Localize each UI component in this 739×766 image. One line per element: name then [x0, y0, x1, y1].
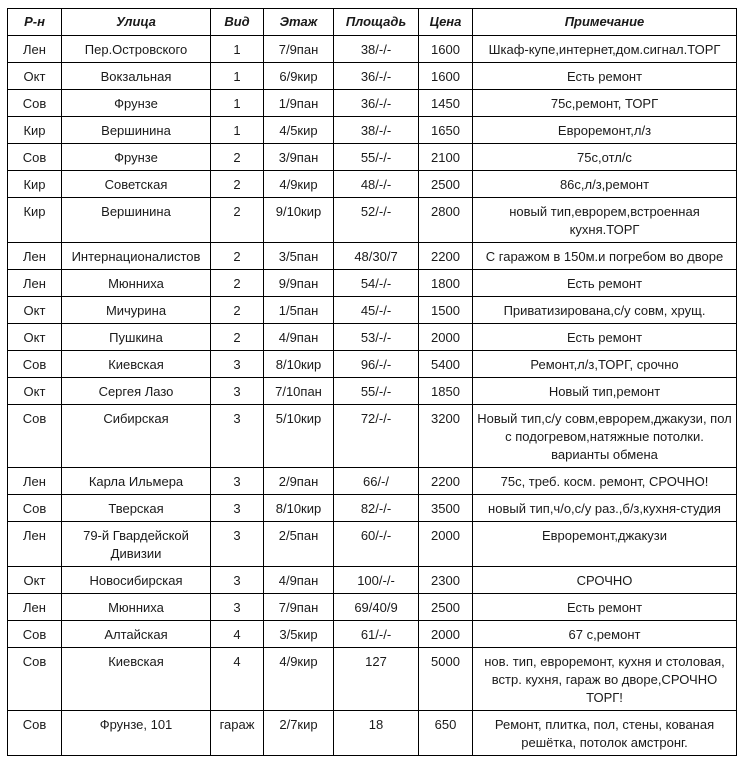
cell-street: Новосибирская: [62, 567, 211, 594]
cell-district: Лен: [8, 594, 62, 621]
cell-floor: 4/9кир: [264, 648, 334, 711]
cell-floor: 7/9пан: [264, 594, 334, 621]
table-row: [8, 324, 737, 351]
cell-price: 3200: [419, 405, 473, 468]
cell-type: 3: [211, 405, 264, 468]
cell-street: Вершинина: [62, 117, 211, 144]
cell-district: Кир: [8, 171, 62, 198]
cell-street: Карла Ильмера: [62, 468, 211, 495]
cell-type: 2: [211, 243, 264, 270]
cell-district: Сов: [8, 90, 62, 117]
cell-type: 2: [211, 198, 264, 243]
cell-district: Окт: [8, 567, 62, 594]
cell-area: 61/-/-: [334, 621, 419, 648]
cell-type: 4: [211, 621, 264, 648]
cell-area: 96/-/-: [334, 351, 419, 378]
cell-district: Лен: [8, 243, 62, 270]
cell-district: Лен: [8, 36, 62, 63]
cell-note: Ремонт,л/з,ТОРГ, срочно: [473, 351, 737, 378]
cell-district: Сов: [8, 351, 62, 378]
cell-note: СРОЧНО: [473, 567, 737, 594]
cell-floor: 7/9пан: [264, 36, 334, 63]
cell-district: Лен: [8, 468, 62, 495]
cell-type: 3: [211, 468, 264, 495]
table-row: [8, 495, 737, 522]
cell-price: 1600: [419, 63, 473, 90]
cell-floor: 3/5пан: [264, 243, 334, 270]
table-row: [8, 648, 737, 711]
cell-street: Советская: [62, 171, 211, 198]
header-type: Вид: [211, 9, 264, 36]
cell-note: Есть ремонт: [473, 270, 737, 297]
cell-district: Кир: [8, 117, 62, 144]
cell-floor: 2/9пан: [264, 468, 334, 495]
header-area: Площадь: [334, 9, 419, 36]
cell-area: 38/-/-: [334, 117, 419, 144]
cell-street: Фрунзе, 101: [62, 711, 211, 756]
table-row: [8, 171, 737, 198]
cell-price: 650: [419, 711, 473, 756]
cell-district: Лен: [8, 270, 62, 297]
cell-district: Кир: [8, 198, 62, 243]
cell-street: 79-й Гвардейской Дивизии: [62, 522, 211, 567]
cell-floor: 8/10кир: [264, 351, 334, 378]
cell-district: Сов: [8, 495, 62, 522]
cell-floor: 6/9кир: [264, 63, 334, 90]
cell-district: Лен: [8, 522, 62, 567]
cell-note: Новый тип,с/у совм,еврорем,джакузи, пол с подогревом,натяжные потолки. варианты обмена: [473, 405, 737, 468]
cell-note: новый тип,ч/о,с/у раз.,б/з,кухня-студия: [473, 495, 737, 522]
table-body: [8, 36, 737, 756]
cell-price: 1450: [419, 90, 473, 117]
cell-note: 75с,ремонт, ТОРГ: [473, 90, 737, 117]
cell-district: Окт: [8, 324, 62, 351]
cell-area: 82/-/-: [334, 495, 419, 522]
cell-note: Есть ремонт: [473, 594, 737, 621]
cell-price: 2000: [419, 324, 473, 351]
cell-note: 67 с,ремонт: [473, 621, 737, 648]
cell-area: 53/-/-: [334, 324, 419, 351]
cell-floor: 4/5кир: [264, 117, 334, 144]
table-row: [8, 621, 737, 648]
cell-street: Вокзальная: [62, 63, 211, 90]
cell-type: 1: [211, 117, 264, 144]
cell-street: Мичурина: [62, 297, 211, 324]
cell-street: Мюнниха: [62, 594, 211, 621]
cell-street: Пушкина: [62, 324, 211, 351]
cell-area: 36/-/-: [334, 63, 419, 90]
table-row: [8, 468, 737, 495]
cell-note: Новый тип,ремонт: [473, 378, 737, 405]
cell-type: 3: [211, 378, 264, 405]
cell-street: Алтайская: [62, 621, 211, 648]
cell-type: 2: [211, 297, 264, 324]
cell-area: 52/-/-: [334, 198, 419, 243]
cell-price: 3500: [419, 495, 473, 522]
table-row: [8, 198, 737, 243]
cell-type: 3: [211, 567, 264, 594]
cell-area: 66/-/: [334, 468, 419, 495]
cell-street: Вершинина: [62, 198, 211, 243]
cell-area: 36/-/-: [334, 90, 419, 117]
table-row: [8, 144, 737, 171]
header-district: Р-н: [8, 9, 62, 36]
cell-area: 54/-/-: [334, 270, 419, 297]
cell-floor: 5/10кир: [264, 405, 334, 468]
cell-street: Сибирская: [62, 405, 211, 468]
cell-area: 38/-/-: [334, 36, 419, 63]
cell-type: 3: [211, 594, 264, 621]
cell-district: Окт: [8, 297, 62, 324]
cell-floor: 4/9пан: [264, 567, 334, 594]
cell-street: Фрунзе: [62, 90, 211, 117]
cell-area: 55/-/-: [334, 144, 419, 171]
cell-type: 3: [211, 522, 264, 567]
cell-floor: 4/9кир: [264, 171, 334, 198]
cell-price: 2200: [419, 468, 473, 495]
table-row: [8, 405, 737, 468]
table-row: [8, 567, 737, 594]
cell-area: 48/-/-: [334, 171, 419, 198]
cell-street: Пер.Островского: [62, 36, 211, 63]
cell-floor: 9/10кир: [264, 198, 334, 243]
cell-note: Есть ремонт: [473, 324, 737, 351]
cell-price: 5000: [419, 648, 473, 711]
cell-type: 2: [211, 144, 264, 171]
cell-note: Евроремонт,л/з: [473, 117, 737, 144]
table-row: [8, 522, 737, 567]
listings-table: [7, 8, 737, 756]
cell-type: 3: [211, 495, 264, 522]
cell-price: 1600: [419, 36, 473, 63]
cell-street: Мюнниха: [62, 270, 211, 297]
cell-price: 5400: [419, 351, 473, 378]
cell-floor: 9/9пан: [264, 270, 334, 297]
cell-type: гараж: [211, 711, 264, 756]
cell-district: Сов: [8, 405, 62, 468]
cell-note: новый тип,еврорем,встроенная кухня.ТОРГ: [473, 198, 737, 243]
cell-price: 2000: [419, 621, 473, 648]
cell-price: 2500: [419, 594, 473, 621]
cell-district: Окт: [8, 378, 62, 405]
cell-price: 2000: [419, 522, 473, 567]
header-street: Улица: [62, 9, 211, 36]
header-price: Цена: [419, 9, 473, 36]
table-row: [8, 270, 737, 297]
cell-floor: 1/9пан: [264, 90, 334, 117]
cell-note: Ремонт, плитка, пол, стены, кованая решётка, потолок амстронг.: [473, 711, 737, 756]
cell-area: 45/-/-: [334, 297, 419, 324]
table-row: [8, 711, 737, 756]
header-row: [8, 9, 737, 36]
cell-area: 18: [334, 711, 419, 756]
cell-price: 2500: [419, 171, 473, 198]
cell-note: Шкаф-купе,интернет,дом.сигнал.ТОРГ: [473, 36, 737, 63]
table-row: [8, 594, 737, 621]
cell-area: 127: [334, 648, 419, 711]
cell-type: 3: [211, 351, 264, 378]
table-row: [8, 378, 737, 405]
header-note: Примечание: [473, 9, 737, 36]
table-row: [8, 90, 737, 117]
cell-area: 72/-/-: [334, 405, 419, 468]
cell-price: 1500: [419, 297, 473, 324]
cell-note: 75с,отл/с: [473, 144, 737, 171]
cell-floor: 2/5пан: [264, 522, 334, 567]
cell-note: Приватизирована,с/у совм, хрущ.: [473, 297, 737, 324]
cell-street: Интернационалистов: [62, 243, 211, 270]
cell-floor: 8/10кир: [264, 495, 334, 522]
cell-area: 100/-/-: [334, 567, 419, 594]
cell-street: Тверская: [62, 495, 211, 522]
cell-price: 2200: [419, 243, 473, 270]
cell-floor: 1/5пан: [264, 297, 334, 324]
cell-note: Евроремонт,джакузи: [473, 522, 737, 567]
cell-note: 75с, треб. косм. ремонт, СРОЧНО!: [473, 468, 737, 495]
cell-price: 2300: [419, 567, 473, 594]
cell-floor: 4/9пан: [264, 324, 334, 351]
header-floor: Этаж: [264, 9, 334, 36]
cell-district: Сов: [8, 711, 62, 756]
cell-district: Сов: [8, 144, 62, 171]
cell-floor: 7/10пан: [264, 378, 334, 405]
cell-district: Сов: [8, 648, 62, 711]
cell-type: 1: [211, 63, 264, 90]
cell-price: 1650: [419, 117, 473, 144]
cell-area: 55/-/-: [334, 378, 419, 405]
cell-street: Киевская: [62, 648, 211, 711]
table-row: [8, 36, 737, 63]
cell-note: 86с,л/з,ремонт: [473, 171, 737, 198]
cell-floor: 2/7кир: [264, 711, 334, 756]
cell-price: 2800: [419, 198, 473, 243]
table-row: [8, 297, 737, 324]
cell-type: 1: [211, 90, 264, 117]
cell-area: 60/-/-: [334, 522, 419, 567]
cell-area: 69/40/9: [334, 594, 419, 621]
cell-price: 2100: [419, 144, 473, 171]
cell-note: нов. тип, евроремонт, кухня и столовая, встр. кухня, гараж во дворе,СРОЧНО ТОРГ!: [473, 648, 737, 711]
cell-street: Фрунзе: [62, 144, 211, 171]
cell-type: 2: [211, 270, 264, 297]
cell-district: Сов: [8, 621, 62, 648]
cell-area: 48/30/7: [334, 243, 419, 270]
cell-price: 1800: [419, 270, 473, 297]
cell-type: 1: [211, 36, 264, 63]
cell-type: 2: [211, 324, 264, 351]
cell-type: 4: [211, 648, 264, 711]
cell-note: С гаражом в 150м.и погребом во дворе: [473, 243, 737, 270]
cell-price: 1850: [419, 378, 473, 405]
cell-type: 2: [211, 171, 264, 198]
table-row: [8, 117, 737, 144]
table-row: [8, 63, 737, 90]
cell-note: Есть ремонт: [473, 63, 737, 90]
table-row: [8, 351, 737, 378]
cell-street: Сергея Лазо: [62, 378, 211, 405]
cell-street: Киевская: [62, 351, 211, 378]
cell-floor: 3/9пан: [264, 144, 334, 171]
table-row: [8, 243, 737, 270]
cell-district: Окт: [8, 63, 62, 90]
cell-floor: 3/5кир: [264, 621, 334, 648]
